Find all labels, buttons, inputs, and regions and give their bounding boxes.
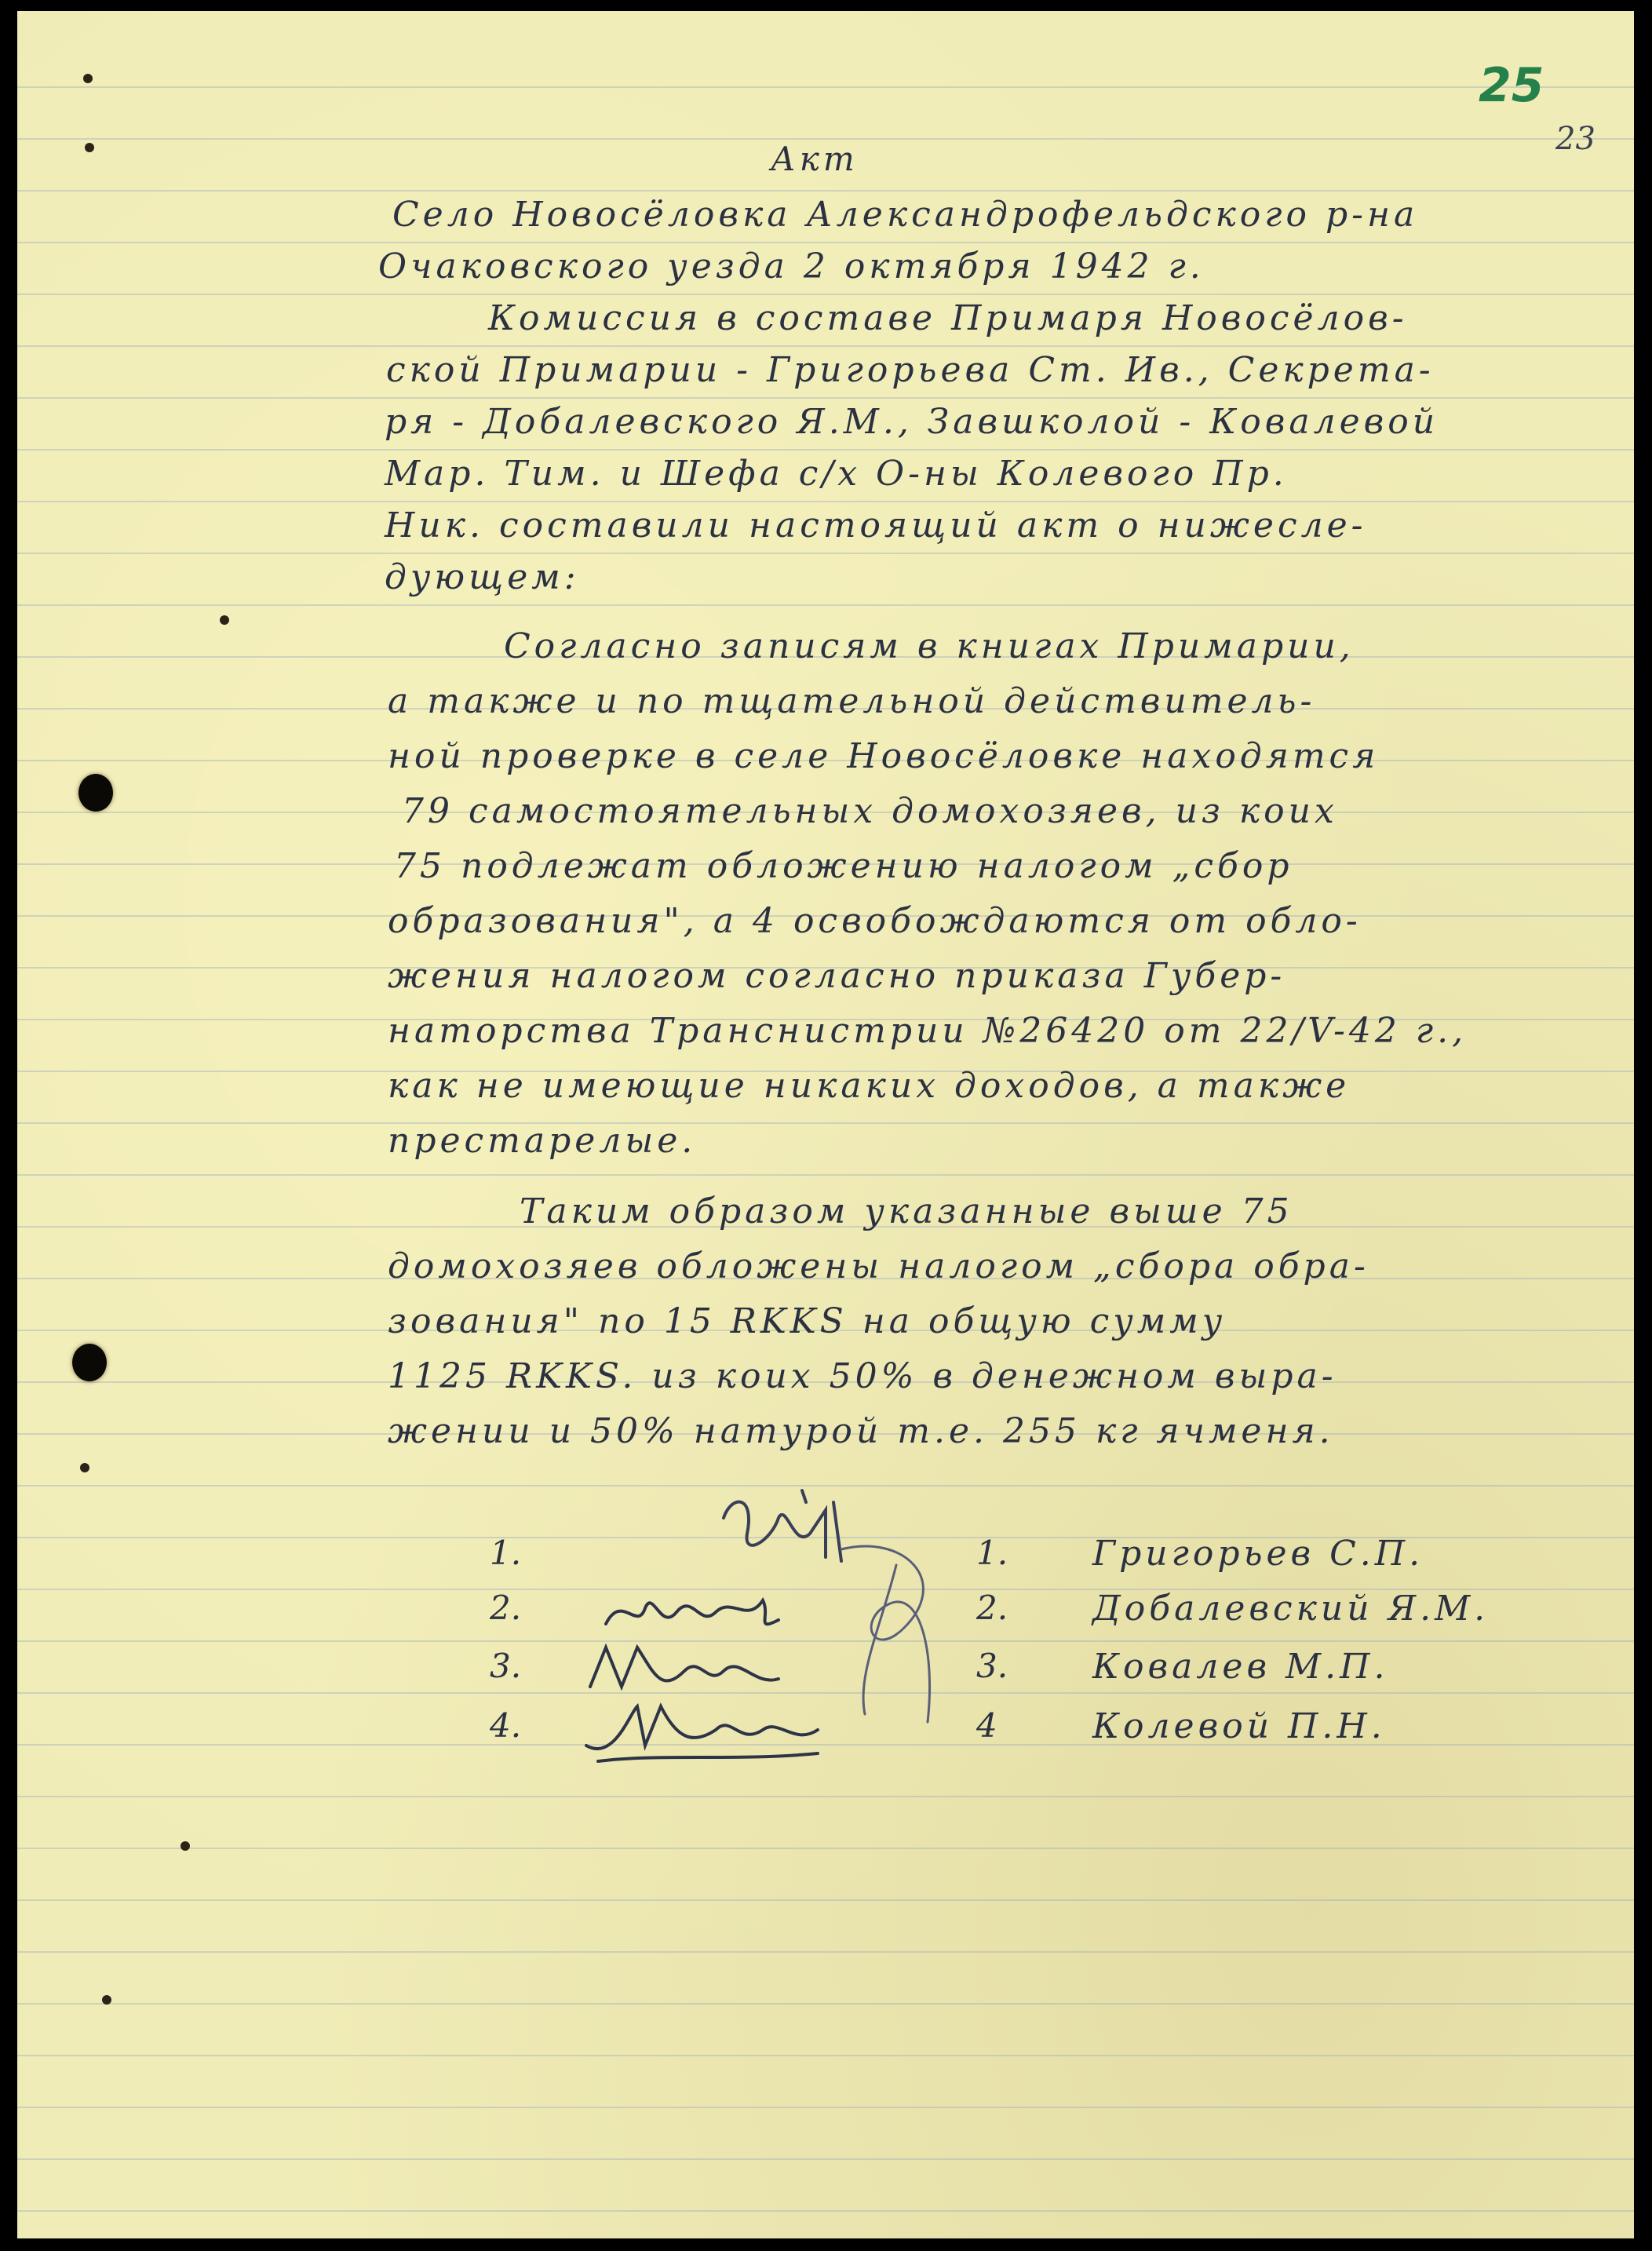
text-line: ной проверке в селе Новосёловке находятся <box>388 736 1380 776</box>
ruled-line <box>17 2210 1634 2212</box>
text-line: Комиссия в составе Примаря Новосёлов- <box>488 298 1408 338</box>
ruled-line <box>17 2107 1634 2108</box>
text-line: 79 самостоятельных домохозяев, из коих <box>402 791 1338 831</box>
text-line: домохозяев обложены налогом „сбора обра- <box>388 1246 1369 1286</box>
ruled-line <box>17 1122 1634 1124</box>
ruled-line <box>17 2003 1634 2005</box>
ruled-line <box>17 604 1634 606</box>
text-line: а также и по тщательной действитель- <box>388 681 1316 721</box>
signature-number: 4 <box>976 1706 997 1745</box>
signatory-name: Добалевский Я.М. <box>1092 1589 1490 1629</box>
text-line: ской Примарии - Григорьева Ст. Ив., Секрета- <box>386 350 1435 390</box>
text-line: жении и 50% натурой т.е. 255 кг ячменя. <box>388 1411 1334 1451</box>
ruled-line <box>17 345 1634 347</box>
text-line: образования", а 4 освобождаются от обло- <box>388 901 1362 941</box>
signature-number: 2. <box>490 1589 522 1627</box>
ruled-line <box>17 294 1634 295</box>
ruled-line <box>17 1174 1634 1176</box>
ruled-line <box>17 2055 1634 2056</box>
text-line: Ник. составили настоящий акт о нижесле- <box>385 505 1367 545</box>
text-line: Таким образом указанные выше 75 <box>520 1191 1293 1231</box>
handwritten-signature <box>810 1534 967 1738</box>
signature-number: 3. <box>976 1647 1008 1685</box>
paper-speck <box>181 1841 190 1851</box>
ruled-line <box>17 553 1634 554</box>
signature-number: 1. <box>976 1534 1008 1572</box>
text-line: зования" по 15 RKKS на общую сумму <box>388 1301 1227 1341</box>
paper-speck <box>220 615 229 625</box>
text-line: жения налогом согласно приказа Губер- <box>388 956 1286 996</box>
handwritten-signature <box>598 1585 786 1640</box>
ruled-line <box>17 1744 1634 1746</box>
ruled-line <box>17 86 1634 88</box>
signatory-name: Ковалев М.П. <box>1092 1647 1389 1687</box>
ruled-line <box>17 1899 1634 1901</box>
document-page <box>17 11 1634 2238</box>
ruled-line <box>17 501 1634 502</box>
punch-hole <box>72 1344 107 1381</box>
ruled-line <box>17 1848 1634 1849</box>
text-line: Село Новосёловка Александрофельдского р-на <box>392 195 1419 235</box>
text-line: Согласно записям в книгах Примарии, <box>504 626 1355 666</box>
signatory-name: Колевой П.Н. <box>1092 1706 1386 1746</box>
signature-number: 3. <box>490 1647 522 1685</box>
ruled-line <box>17 397 1634 399</box>
signature-number: 4. <box>490 1706 522 1745</box>
ruled-line <box>17 1796 1634 1797</box>
text-line: ря - Добалевского Я.М., Завшколой - Ковалевой <box>385 402 1439 442</box>
text-line: Очаковского уезда 2 октября 1942 г. <box>378 246 1205 286</box>
text-line: дующем: <box>385 557 580 597</box>
ruled-line <box>17 1951 1634 1953</box>
text-line: 1125 RKKS. из коих 50% в денежном выра- <box>388 1356 1337 1396</box>
paper-speck <box>83 74 93 83</box>
folio-secondary: 23 <box>1555 121 1595 157</box>
paper-speck <box>102 1995 111 2005</box>
ruled-line <box>17 190 1634 192</box>
ruled-line <box>17 449 1634 451</box>
paper-speck <box>80 1463 89 1472</box>
document-title: Акт <box>771 140 859 178</box>
signatory-name: Григорьев С.П. <box>1092 1534 1424 1574</box>
text-line: престарелые. <box>388 1121 697 1161</box>
text-line: наторства Транснистрии №26420 от 22/V-42 г., <box>388 1011 1468 1051</box>
ruled-line <box>17 2158 1634 2160</box>
paper-speck <box>85 143 94 152</box>
text-line: Мар. Тим. и Шефа с/х О-ны Колевого Пр. <box>385 454 1288 494</box>
punch-hole <box>78 774 113 812</box>
handwritten-signature <box>582 1640 786 1702</box>
signature-number: 2. <box>976 1589 1008 1627</box>
signature-number: 1. <box>490 1534 522 1572</box>
text-line: как не имеющие никаких доходов, а также <box>388 1066 1351 1106</box>
folio-number: 25 <box>1479 58 1544 113</box>
handwritten-signature <box>582 1698 826 1769</box>
ruled-line <box>17 242 1634 243</box>
text-line: 75 подлежат обложению налогом „сбор <box>394 846 1293 886</box>
